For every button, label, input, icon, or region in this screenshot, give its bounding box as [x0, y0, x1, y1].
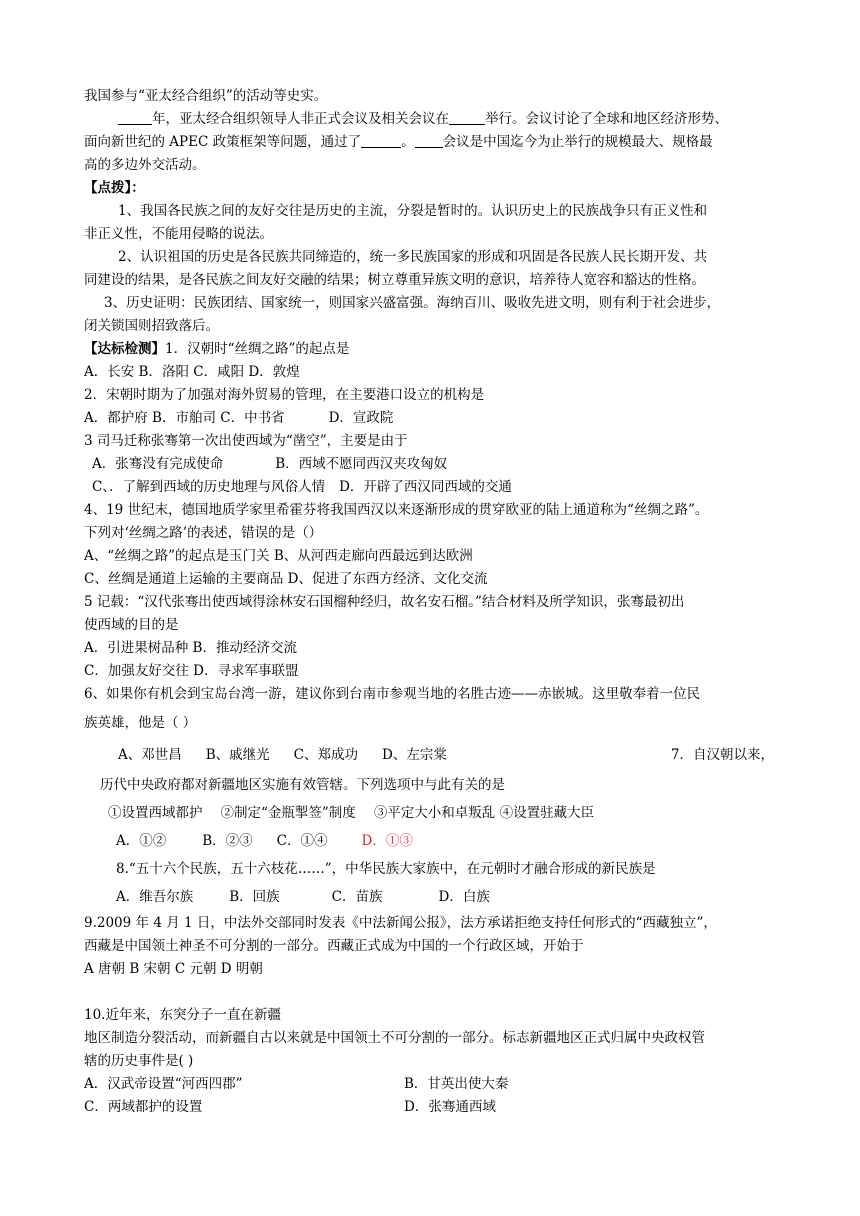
question-8: 8.“五十六个民族，五十六枝花……”，中华民族大家族中，在元朝时才融合形成的新民族是	[116, 861, 656, 877]
question-7-options: A．①② B．②③ C．①④ D．①③	[116, 833, 413, 849]
question-8-options: A．维吾尔族 B．回族 C．苗族 D．白族	[116, 889, 490, 905]
question-10: 10.近年来，东突分子一直在新疆	[84, 1007, 281, 1023]
question-10-option-c: C．两域都护的设置	[84, 1099, 203, 1115]
question-4: 下列对‘丝绸之路’的表述，错误的是（）	[84, 525, 323, 541]
question-7: 历代中央政府都对新疆地区实施有效管辖。下列选项中与此有关的是	[100, 777, 505, 793]
fill-blank	[415, 133, 443, 148]
question-6: 6、如果你有机会到宝岛台湾一游，建议你到台南市参观当地的名胜古迹——赤嵌城。这里敬奉着一位民	[84, 686, 701, 702]
tips-paragraph: 2、认识祖国的历史是各民族共同缔造的，统一多民族国家的形成和巩固是各民族人民长期开发、共	[118, 249, 708, 265]
question-1-options: A．长安 B．洛阳 C．咸阳 D．敦煌	[84, 364, 300, 380]
question-6-options: A、邓世昌 B、戚继光 C、郑成功 D、左宗棠	[118, 747, 447, 763]
tips-heading: 【点拨】：	[84, 180, 145, 196]
question-5: 5 记载：“汉代张骞出使西域得涂林安石国榴种经归，故名安石榴。”结合材料及所学知识，张骞最初出	[84, 594, 685, 610]
intro-line: 面向新世纪的 APEC 政策框架等问题，通过了 。 会议是中国迄今为止举行的规模最大、规格最	[84, 134, 713, 150]
question-5-options: A．引进果树品种 B．推动经济交流	[84, 640, 297, 656]
question-2-options: A．都护府 B．市舶司 C．中书省 D．宣政院	[84, 410, 394, 426]
question-6: 族英雄，他是（ ）	[84, 715, 197, 731]
question-10-option-a: A．汉武帝设置“河西四郡”	[84, 1076, 243, 1092]
question-3: 3 司马迁称张骞第一次出使西域为“凿空”，主要是由于	[84, 433, 408, 449]
question-2: 2．宋朝时期为了加强对海外贸易的管理，在主要港口设立的机构是	[84, 387, 485, 403]
question-9: 9.2009 年 4 月 1 日，中法外交部同时发表《中法新闻公报》，法方承诺拒绝支持任何形式的“西藏独立”，	[84, 915, 717, 931]
highlighted-answer: D．①③	[361, 833, 413, 849]
intro-line: 我国参与“亚太经合组织”的活动等史实。	[84, 88, 328, 104]
quiz-heading: 【达标检测】	[84, 341, 165, 357]
question-3-options: A．张骞没有完成使命 B．西域不愿同西汉夹攻匈奴	[92, 456, 448, 472]
fill-blank	[118, 110, 152, 125]
question-5: 使西域的目的是	[84, 617, 179, 633]
question-4-options: A、“丝绸之路”的起点是玉门关 B、从河西走廊向西最远到达欧洲	[84, 548, 473, 564]
question-7-items: ①设置西域都护 ②制定“金瓶掣签”制度 ③平定大小和卓叛乱 ④设置驻藏大臣	[108, 805, 595, 821]
question-10: 地区制造分裂活动，而新疆自古以来就是中国领土不可分割的一部分。标志新疆地区正式归属中央政权管	[84, 1030, 705, 1046]
question-10: 辖的历史事件是( )	[84, 1053, 194, 1069]
fill-blank	[449, 110, 485, 125]
question-1: 【达标检测】1．汉朝时“丝绸之路”的起点是	[84, 341, 350, 357]
question-9-options: A 唐朝 B 宋朝 C 元朝 D 明朝	[84, 961, 263, 977]
question-10-option-d: D．张骞通西域	[404, 1099, 496, 1115]
tips-paragraph: 3、历史证明：民族团结、国家统一，则国家兴盛富强。海纳百川、吸收先进文明，则有利于社会进步，	[104, 295, 721, 311]
question-10-option-b: B．甘英出使大秦	[404, 1076, 509, 1092]
fill-blank	[361, 133, 401, 148]
question-3-options: C、．了解到西域的历史地理与风俗人情 D．开辟了西汉同西域的交通	[92, 479, 512, 495]
question-7: 7．自汉朝以来，	[670, 747, 774, 763]
intro-line: 高的多边外交活动。	[84, 157, 206, 173]
tips-paragraph: 闭关锁国则招致落后。	[84, 318, 219, 334]
question-4-options: C、丝绸是通道上运输的主要商品 D、促进了东西方经济、文化交流	[84, 571, 488, 587]
tips-paragraph: 1、我国各民族之间的友好交往是历史的主流，分裂是暂时的。认识历史上的民族战争只有正义性和	[118, 203, 708, 219]
intro-line: 年，亚太经合组织领导人非正式会议及相关会议在 举行。会议讨论了全球和地区经济形势、	[118, 110, 728, 128]
question-4: 4、19 世纪末，德国地质学家里希霍芬将我国西汉以来逐渐形成的贯穿欧亚的陆上通道称为“丝绸之路”。	[84, 502, 709, 518]
tips-paragraph: 同建设的结果，是各民族之间友好交融的结果；树立尊重异族文明的意识，培养待人宽容和豁达的性格。	[84, 272, 705, 288]
question-9: 西藏是中国领土神圣不可分割的一部分。西藏正式成为中国的一个行政区域，开始于	[84, 938, 584, 954]
tips-paragraph: 非正义性，不能用侵略的说法。	[84, 226, 273, 242]
question-5-options: C．加强友好交往 D．寻求军事联盟	[84, 663, 299, 679]
